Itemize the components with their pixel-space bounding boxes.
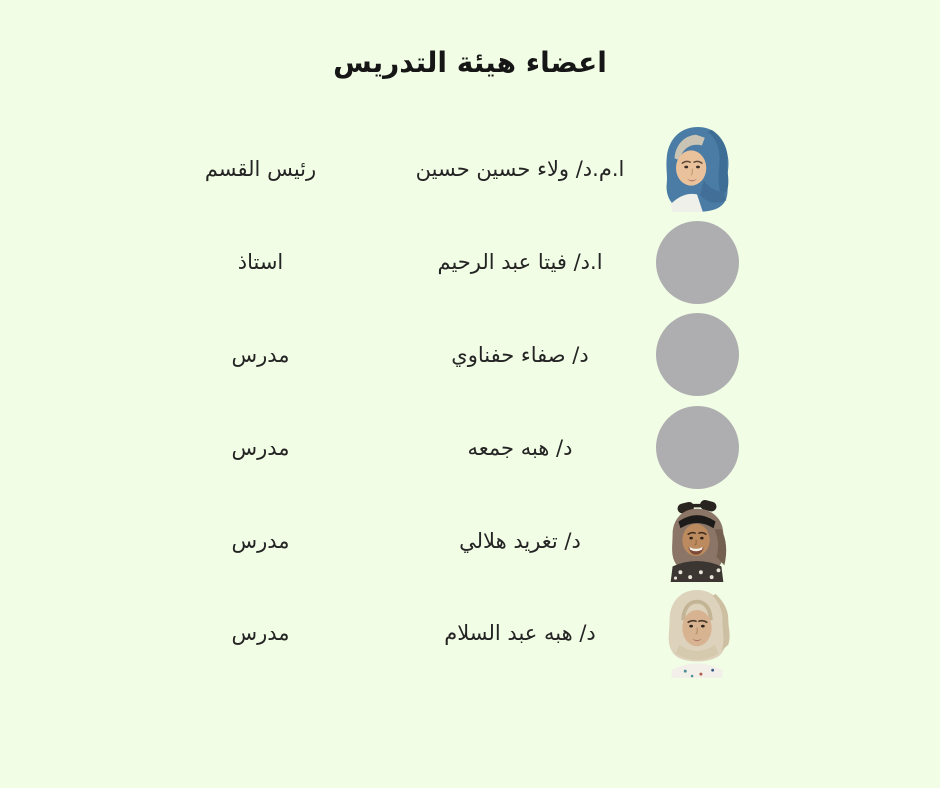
member-avatar xyxy=(655,123,739,216)
member-avatar xyxy=(655,401,739,494)
member-role: مدرس xyxy=(231,435,290,460)
member-name: د/ صفاء حفناوي xyxy=(451,342,589,367)
page-title: اعضاء هيئة التدريس xyxy=(333,46,607,79)
member-role: مدرس xyxy=(231,621,290,646)
member-name: د/ تغريد هلالي xyxy=(459,528,581,553)
member-avatar xyxy=(655,587,739,680)
member-name: ا.م.د/ ولاء حسين حسين xyxy=(415,157,625,182)
member-role: استاذ xyxy=(237,250,284,275)
member-photo-sunglasses-icon xyxy=(664,500,730,582)
member-row xyxy=(0,216,940,309)
member-role: رئيس القسم xyxy=(204,157,317,182)
member-row xyxy=(0,494,940,587)
members-list xyxy=(0,123,940,680)
member-avatar xyxy=(655,494,739,587)
placeholder-avatar-icon xyxy=(656,221,739,304)
member-row xyxy=(0,309,940,402)
placeholder-avatar-icon xyxy=(656,406,739,489)
member-avatar xyxy=(655,216,739,309)
member-role: مدرس xyxy=(231,528,290,553)
member-name: ا.د/ فيتا عبد الرحيم xyxy=(437,250,603,275)
member-name: د/ هبه عبد السلام xyxy=(444,621,596,646)
member-row xyxy=(0,401,940,494)
member-row xyxy=(0,587,940,680)
member-name: د/ هبه جمعه xyxy=(467,435,573,460)
member-role: مدرس xyxy=(231,342,290,367)
placeholder-avatar-icon xyxy=(656,313,739,396)
member-row xyxy=(0,123,940,216)
member-avatar xyxy=(655,309,739,402)
member-photo-blue-hijab-icon xyxy=(660,126,734,212)
member-photo-cream-hijab-icon xyxy=(661,588,733,678)
